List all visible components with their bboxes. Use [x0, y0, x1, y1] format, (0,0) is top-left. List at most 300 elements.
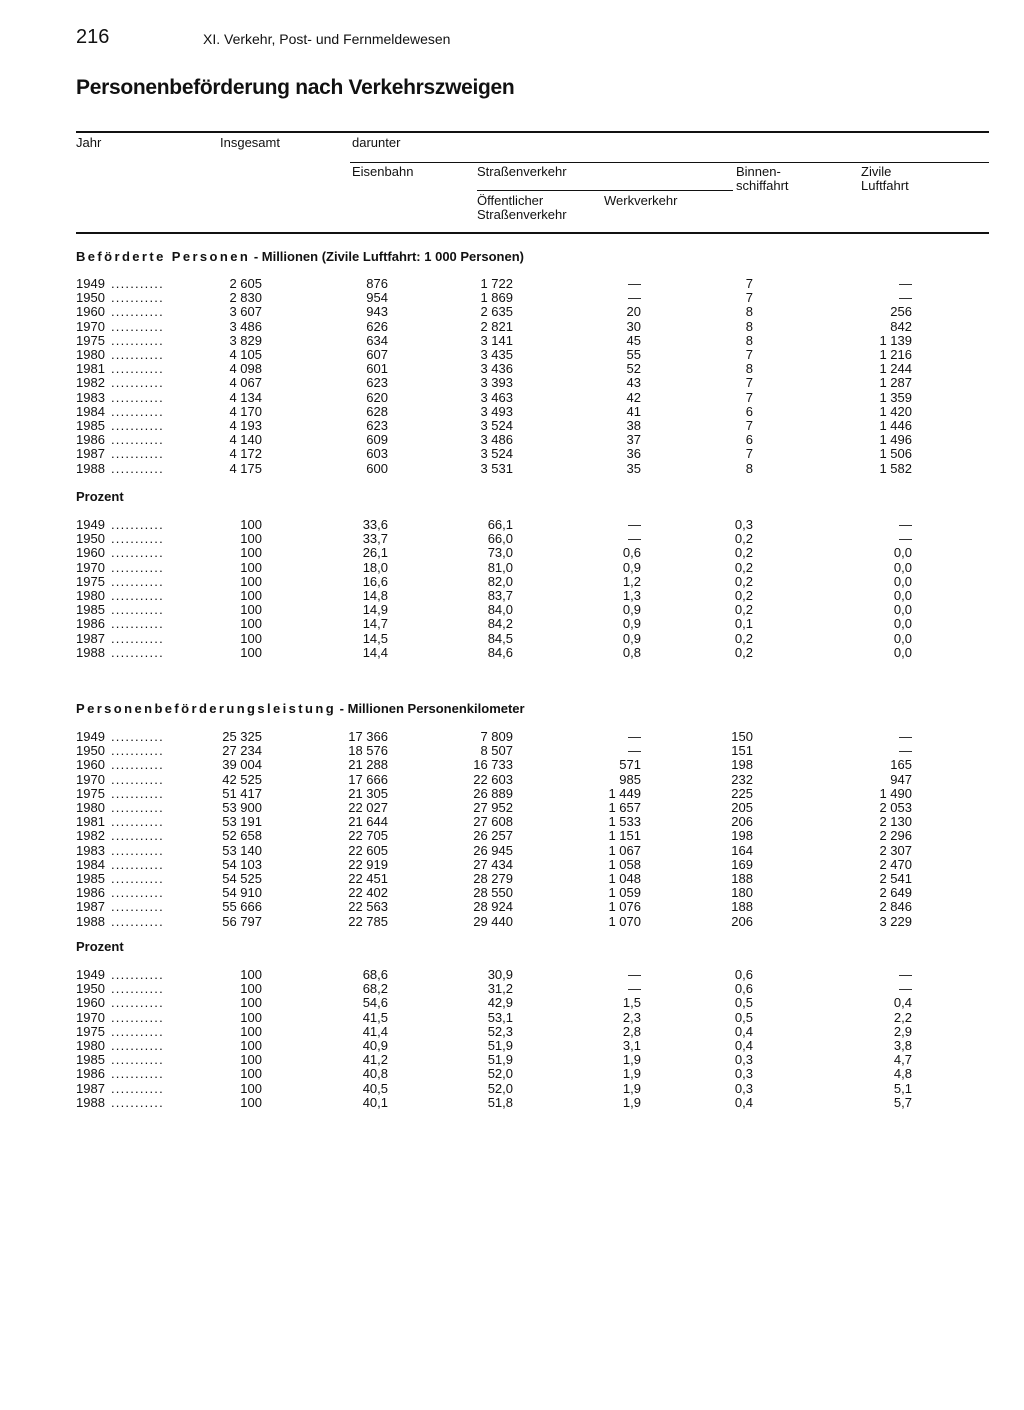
table-row [0, 362, 1024, 376]
oeffentlicher-cell: 51,9 [487, 1038, 513, 1053]
luftfahrt-cell: — [899, 743, 912, 759]
oeffentlicher-cell: 3 435 [480, 347, 513, 362]
insgesamt-cell: 4 098 [229, 361, 262, 377]
year-cell: 1987 [76, 899, 105, 915]
insgesamt-cell: 27 234 [222, 743, 262, 759]
eisenbahn-cell: 943 [366, 304, 388, 320]
leader-dots: ........... [111, 899, 164, 915]
oeffentlicher-cell: 73,0 [487, 545, 513, 561]
table-row [0, 886, 1024, 900]
table-row [0, 982, 1024, 996]
year-cell: 1985 [76, 418, 105, 433]
werkverkehr-cell: 1 533 [608, 814, 641, 830]
eisenbahn-cell: 628 [366, 403, 388, 419]
luftfahrt-cell: 0,0 [893, 588, 912, 603]
oeffentlicher-cell: 3 524 [480, 418, 513, 433]
section2-prozent-label: Prozent [76, 939, 124, 954]
eisenbahn-cell: 620 [366, 389, 388, 405]
werkverkehr-cell: 0,9 [622, 630, 641, 646]
werkverkehr-cell: — [628, 967, 641, 982]
werkverkehr-cell: 52 [626, 361, 641, 377]
binnenschiffahrt-cell: 8 [745, 318, 753, 334]
insgesamt-cell: 100 [240, 1080, 262, 1096]
werkverkehr-cell: 20 [626, 304, 641, 320]
table-row [0, 561, 1024, 575]
oeffentlicher-cell: 3 486 [480, 432, 513, 448]
binnenschiffahrt-cell: 206 [731, 913, 753, 929]
oeffentlicher-cell: 51,8 [487, 1094, 513, 1110]
leader-dots: ........... [111, 531, 164, 547]
eisenbahn-cell: 33,7 [362, 531, 388, 547]
werkverkehr-cell: 1 059 [608, 885, 641, 901]
werkverkehr-cell: — [628, 531, 641, 547]
luftfahrt-cell: — [899, 729, 912, 744]
year-cell: 1975 [76, 573, 105, 589]
col-header-oeffentlicher-line2: Straßenverkehr [477, 207, 567, 222]
oeffentlicher-cell: 1 869 [480, 290, 513, 306]
insgesamt-cell: 100 [240, 1023, 262, 1039]
oeffentlicher-cell: 53,1 [487, 1009, 513, 1025]
werkverkehr-cell: 1 048 [608, 871, 641, 886]
binnenschiffahrt-cell: 180 [731, 885, 753, 901]
table-row [0, 291, 1024, 305]
werkverkehr-cell: 1,5 [622, 995, 641, 1011]
table-row [0, 744, 1024, 758]
luftfahrt-cell: 842 [890, 318, 912, 334]
leader-dots: ........... [111, 517, 164, 532]
leader-dots: ........... [111, 1066, 164, 1082]
section-title-befoerderte-personen [76, 249, 524, 264]
oeffentlicher-cell: 1 722 [480, 276, 513, 291]
binnenschiffahrt-cell: 7 [745, 276, 753, 291]
section-title-spaced: Beförderte Personen [76, 249, 251, 264]
leader-dots: ........... [111, 361, 164, 377]
leader-dots: ........... [111, 1080, 164, 1096]
werkverkehr-cell: 3,1 [622, 1038, 641, 1053]
luftfahrt-cell: 2 541 [879, 871, 912, 886]
luftfahrt-cell: 5,7 [893, 1094, 912, 1110]
luftfahrt-cell: 1 506 [879, 446, 912, 462]
luftfahrt-cell: 2 649 [879, 885, 912, 901]
leader-dots: ........... [111, 1094, 164, 1110]
col-header-binnenschiffahrt [736, 165, 789, 193]
werkverkehr-cell: 1 058 [608, 856, 641, 872]
luftfahrt-cell: 2,9 [893, 1023, 912, 1039]
eisenbahn-cell: 22 919 [348, 856, 388, 872]
luftfahrt-cell: 1 216 [879, 347, 912, 362]
insgesamt-cell: 100 [240, 1066, 262, 1082]
table-row [0, 996, 1024, 1010]
oeffentlicher-cell: 3 463 [480, 389, 513, 405]
leader-dots: ........... [111, 290, 164, 306]
oeffentlicher-cell: 7 809 [480, 729, 513, 744]
leader-dots: ........... [111, 842, 164, 858]
eisenbahn-cell: 22 563 [348, 899, 388, 915]
insgesamt-cell: 55 666 [222, 899, 262, 915]
oeffentlicher-cell: 31,2 [487, 981, 513, 997]
section-title-rest: - Millionen (Zivile Luftfahrt: 1 000 Personen) [250, 249, 524, 264]
eisenbahn-cell: 876 [366, 276, 388, 291]
leader-dots: ........... [111, 995, 164, 1011]
insgesamt-cell: 54 103 [222, 856, 262, 872]
col-header-eisenbahn: Eisenbahn [352, 164, 414, 179]
year-cell: 1980 [76, 347, 105, 362]
insgesamt-cell: 100 [240, 1009, 262, 1025]
eisenbahn-cell: 634 [366, 332, 388, 348]
insgesamt-cell: 4 170 [229, 403, 262, 419]
leader-dots: ........... [111, 785, 164, 801]
year-cell: 1987 [76, 1080, 105, 1096]
luftfahrt-cell: 1 287 [879, 375, 912, 391]
luftfahrt-cell: 3 229 [879, 913, 912, 929]
binnenschiffahrt-cell: 205 [731, 800, 753, 815]
year-cell: 1960 [76, 757, 105, 773]
year-cell: 1986 [76, 1066, 105, 1082]
luftfahrt-cell: 1 420 [879, 403, 912, 419]
werkverkehr-cell: 0,9 [622, 559, 641, 575]
binnenschiffahrt-cell: 225 [731, 785, 753, 801]
insgesamt-cell: 100 [240, 1038, 262, 1053]
binnenschiffahrt-cell: 7 [745, 290, 753, 306]
binnenschiffahrt-cell: 198 [731, 828, 753, 844]
werkverkehr-cell: 1 151 [608, 828, 641, 844]
year-cell: 1988 [76, 913, 105, 929]
year-cell: 1949 [76, 729, 105, 744]
oeffentlicher-cell: 27 952 [473, 800, 513, 815]
oeffentlicher-cell: 42,9 [487, 995, 513, 1011]
werkverkehr-cell: 37 [626, 432, 641, 448]
year-cell: 1988 [76, 1094, 105, 1110]
oeffentlicher-cell: 83,7 [487, 588, 513, 603]
oeffentlicher-cell: 29 440 [473, 913, 513, 929]
leader-dots: ........... [111, 559, 164, 575]
werkverkehr-cell: 1,9 [622, 1094, 641, 1110]
table-row [0, 589, 1024, 603]
oeffentlicher-cell: 3 531 [480, 460, 513, 476]
binnenschiffahrt-cell: 198 [731, 757, 753, 773]
leader-dots: ........... [111, 814, 164, 830]
binnenschiffahrt-cell: 0,2 [734, 630, 753, 646]
werkverkehr-cell: 0,6 [622, 545, 641, 561]
insgesamt-cell: 100 [240, 995, 262, 1011]
eisenbahn-cell: 21 305 [348, 785, 388, 801]
oeffentlicher-cell: 26 945 [473, 842, 513, 858]
year-cell: 1985 [76, 1052, 105, 1068]
eisenbahn-cell: 22 705 [348, 828, 388, 844]
leader-dots: ........... [111, 418, 164, 433]
year-cell: 1949 [76, 276, 105, 291]
table-row [0, 801, 1024, 815]
col-header-jahr: Jahr [76, 135, 102, 150]
werkverkehr-cell: 55 [626, 347, 641, 362]
insgesamt-cell: 100 [240, 616, 262, 632]
table-row [0, 1096, 1024, 1110]
year-cell: 1987 [76, 630, 105, 646]
eisenbahn-cell: 17 666 [348, 771, 388, 787]
binnenschiffahrt-cell: 0,6 [734, 981, 753, 997]
oeffentlicher-cell: 28 550 [473, 885, 513, 901]
eisenbahn-cell: 41,5 [362, 1009, 388, 1025]
oeffentlicher-cell: 52,0 [487, 1080, 513, 1096]
table-row [0, 1067, 1024, 1081]
year-cell: 1950 [76, 290, 105, 306]
strassenverkehr-rule [477, 190, 733, 191]
eisenbahn-cell: 41,4 [362, 1023, 388, 1039]
binnenschiffahrt-cell: 0,5 [734, 1009, 753, 1025]
luftfahrt-cell: 0,0 [893, 573, 912, 589]
werkverkehr-cell: 45 [626, 332, 641, 348]
werkverkehr-cell: 571 [619, 757, 641, 773]
page-title: Personenbeförderung nach Verkehrszweigen [76, 76, 515, 99]
table-row [0, 844, 1024, 858]
insgesamt-cell: 25 325 [222, 729, 262, 744]
eisenbahn-cell: 68,2 [362, 981, 388, 997]
darunter-rule [350, 162, 989, 163]
year-cell: 1988 [76, 644, 105, 660]
luftfahrt-cell: 4,7 [893, 1052, 912, 1068]
leader-dots: ........... [111, 446, 164, 462]
year-cell: 1986 [76, 616, 105, 632]
insgesamt-cell: 51 417 [222, 785, 262, 801]
insgesamt-cell: 3 607 [229, 304, 262, 320]
eisenbahn-cell: 33,6 [362, 517, 388, 532]
oeffentlicher-cell: 82,0 [487, 573, 513, 589]
leader-dots: ........... [111, 913, 164, 929]
eisenbahn-cell: 607 [366, 347, 388, 362]
leader-dots: ........... [111, 1009, 164, 1025]
year-cell: 1980 [76, 800, 105, 815]
leader-dots: ........... [111, 771, 164, 787]
eisenbahn-cell: 22 451 [348, 871, 388, 886]
binnenschiffahrt-cell: 188 [731, 871, 753, 886]
werkverkehr-cell: 1,9 [622, 1052, 641, 1068]
insgesamt-cell: 100 [240, 545, 262, 561]
binnenschiffahrt-cell: 0,6 [734, 967, 753, 982]
binnenschiffahrt-cell: 0,3 [734, 1080, 753, 1096]
oeffentlicher-cell: 52,3 [487, 1023, 513, 1039]
year-cell: 1949 [76, 967, 105, 982]
werkverkehr-cell: 1 067 [608, 842, 641, 858]
insgesamt-cell: 39 004 [222, 757, 262, 773]
year-cell: 1983 [76, 842, 105, 858]
oeffentlicher-cell: 3 493 [480, 403, 513, 419]
binnenschiffahrt-cell: 0,2 [734, 602, 753, 618]
section-title-befoerderungsleistung [76, 701, 525, 716]
luftfahrt-cell: 0,4 [893, 995, 912, 1011]
insgesamt-cell: 4 067 [229, 375, 262, 391]
table-row [0, 546, 1024, 560]
col-header-binnen-line1: Binnen- [736, 164, 781, 179]
insgesamt-cell: 4 193 [229, 418, 262, 433]
table-row [0, 773, 1024, 787]
binnenschiffahrt-cell: 6 [745, 403, 753, 419]
binnenschiffahrt-cell: 0,2 [734, 545, 753, 561]
eisenbahn-cell: 601 [366, 361, 388, 377]
oeffentlicher-cell: 66,0 [487, 531, 513, 547]
eisenbahn-cell: 22 402 [348, 885, 388, 901]
oeffentlicher-cell: 26 889 [473, 785, 513, 801]
werkverkehr-cell: 1,9 [622, 1066, 641, 1082]
oeffentlicher-cell: 3 524 [480, 446, 513, 462]
binnenschiffahrt-cell: 188 [731, 899, 753, 915]
col-header-darunter: darunter [352, 135, 401, 150]
oeffentlicher-cell: 3 141 [480, 332, 513, 348]
werkverkehr-cell: 35 [626, 460, 641, 476]
table-row [0, 277, 1024, 291]
werkverkehr-cell: — [628, 517, 641, 532]
insgesamt-cell: 4 172 [229, 446, 262, 462]
table-row [0, 632, 1024, 646]
table-row [0, 334, 1024, 348]
oeffentlicher-cell: 3 393 [480, 375, 513, 391]
luftfahrt-cell: 256 [890, 304, 912, 320]
insgesamt-cell: 4 140 [229, 432, 262, 448]
oeffentlicher-cell: 52,0 [487, 1066, 513, 1082]
table-row [0, 968, 1024, 982]
year-cell: 1950 [76, 531, 105, 547]
table-row [0, 829, 1024, 843]
page-number: 216 [76, 26, 110, 48]
oeffentlicher-cell: 84,6 [487, 644, 513, 660]
table-row [0, 1039, 1024, 1053]
eisenbahn-cell: 603 [366, 446, 388, 462]
year-cell: 1960 [76, 995, 105, 1011]
eisenbahn-cell: 954 [366, 290, 388, 306]
werkverkehr-cell: 1 657 [608, 800, 641, 815]
year-cell: 1987 [76, 446, 105, 462]
binnenschiffahrt-cell: 0,3 [734, 517, 753, 532]
eisenbahn-cell: 14,8 [362, 588, 388, 603]
section-title-rest: - Millionen Personenkilometer [336, 701, 525, 716]
eisenbahn-cell: 21 644 [348, 814, 388, 830]
binnenschiffahrt-cell: 0,2 [734, 588, 753, 603]
leader-dots: ........... [111, 573, 164, 589]
col-header-luft-line2: Luftfahrt [861, 178, 909, 193]
leader-dots: ........... [111, 403, 164, 419]
insgesamt-cell: 53 140 [222, 842, 262, 858]
col-header-insgesamt: Insgesamt [220, 135, 280, 150]
eisenbahn-cell: 626 [366, 318, 388, 334]
year-cell: 1970 [76, 1009, 105, 1025]
werkverkehr-cell: 1,2 [622, 573, 641, 589]
binnenschiffahrt-cell: 0,2 [734, 573, 753, 589]
leader-dots: ........... [111, 729, 164, 744]
table-row [0, 858, 1024, 872]
table-row [0, 376, 1024, 390]
eisenbahn-cell: 17 366 [348, 729, 388, 744]
binnenschiffahrt-cell: 7 [745, 347, 753, 362]
luftfahrt-cell: 0,0 [893, 559, 912, 575]
luftfahrt-cell: 1 244 [879, 361, 912, 377]
table-row [0, 1082, 1024, 1096]
binnenschiffahrt-cell: 7 [745, 418, 753, 433]
oeffentlicher-cell: 84,2 [487, 616, 513, 632]
eisenbahn-cell: 18 576 [348, 743, 388, 759]
leader-dots: ........... [111, 616, 164, 632]
luftfahrt-cell: 0,0 [893, 644, 912, 660]
insgesamt-cell: 100 [240, 967, 262, 982]
werkverkehr-cell: 1 070 [608, 913, 641, 929]
binnenschiffahrt-cell: 169 [731, 856, 753, 872]
luftfahrt-cell: 1 496 [879, 432, 912, 448]
binnenschiffahrt-cell: 6 [745, 432, 753, 448]
luftfahrt-cell: 2 307 [879, 842, 912, 858]
eisenbahn-cell: 40,8 [362, 1066, 388, 1082]
table-row [0, 872, 1024, 886]
insgesamt-cell: 2 605 [229, 276, 262, 291]
insgesamt-cell: 52 658 [222, 828, 262, 844]
luftfahrt-cell: 0,0 [893, 602, 912, 618]
werkverkehr-cell: — [628, 743, 641, 759]
luftfahrt-cell: 0,0 [893, 616, 912, 632]
luftfahrt-cell: 2 053 [879, 800, 912, 815]
year-cell: 1984 [76, 856, 105, 872]
col-header-luftfahrt [861, 165, 909, 193]
year-cell: 1975 [76, 332, 105, 348]
insgesamt-cell: 4 105 [229, 347, 262, 362]
insgesamt-cell: 100 [240, 981, 262, 997]
luftfahrt-cell: — [899, 981, 912, 997]
col-header-werkverkehr: Werkverkehr [604, 193, 678, 208]
luftfahrt-cell: 4,8 [893, 1066, 912, 1082]
oeffentlicher-cell: 16 733 [473, 757, 513, 773]
leader-dots: ........... [111, 630, 164, 646]
eisenbahn-cell: 26,1 [362, 545, 388, 561]
leader-dots: ........... [111, 757, 164, 773]
oeffentlicher-cell: 3 436 [480, 361, 513, 377]
table-row [0, 900, 1024, 914]
insgesamt-cell: 100 [240, 588, 262, 603]
table-row [0, 419, 1024, 433]
binnenschiffahrt-cell: 7 [745, 375, 753, 391]
oeffentlicher-cell: 2 821 [480, 318, 513, 334]
insgesamt-cell: 100 [240, 1052, 262, 1068]
insgesamt-cell: 42 525 [222, 771, 262, 787]
binnenschiffahrt-cell: 0,1 [734, 616, 753, 632]
luftfahrt-cell: 3,8 [893, 1038, 912, 1053]
oeffentlicher-cell: 84,5 [487, 630, 513, 646]
oeffentlicher-cell: 2 635 [480, 304, 513, 320]
luftfahrt-cell: 0,0 [893, 630, 912, 646]
table-row [0, 1025, 1024, 1039]
leader-dots: ........... [111, 318, 164, 334]
year-cell: 1980 [76, 588, 105, 603]
leader-dots: ........... [111, 375, 164, 391]
eisenbahn-cell: 600 [366, 460, 388, 476]
eisenbahn-cell: 22 027 [348, 800, 388, 815]
werkverkehr-cell: 985 [619, 771, 641, 787]
eisenbahn-cell: 623 [366, 375, 388, 391]
year-cell: 1960 [76, 545, 105, 561]
insgesamt-cell: 3 829 [229, 332, 262, 348]
eisenbahn-cell: 41,2 [362, 1052, 388, 1068]
col-header-oeffentlicher-line1: Öffentlicher [477, 193, 544, 208]
eisenbahn-cell: 54,6 [362, 995, 388, 1011]
werkverkehr-cell: 41 [626, 403, 641, 419]
eisenbahn-cell: 40,1 [362, 1094, 388, 1110]
insgesamt-cell: 100 [240, 517, 262, 532]
insgesamt-cell: 3 486 [229, 318, 262, 334]
binnenschiffahrt-cell: 150 [731, 729, 753, 744]
luftfahrt-cell: 2 846 [879, 899, 912, 915]
section1-prozent-label: Prozent [76, 489, 124, 504]
leader-dots: ........... [111, 1023, 164, 1039]
section-title-spaced: Personenbeförderungsleistung [76, 701, 337, 716]
col-header-luft-line1: Zivile [861, 164, 892, 179]
table-row [0, 787, 1024, 801]
werkverkehr-cell: 1,9 [622, 1080, 641, 1096]
binnenschiffahrt-cell: 8 [745, 361, 753, 377]
